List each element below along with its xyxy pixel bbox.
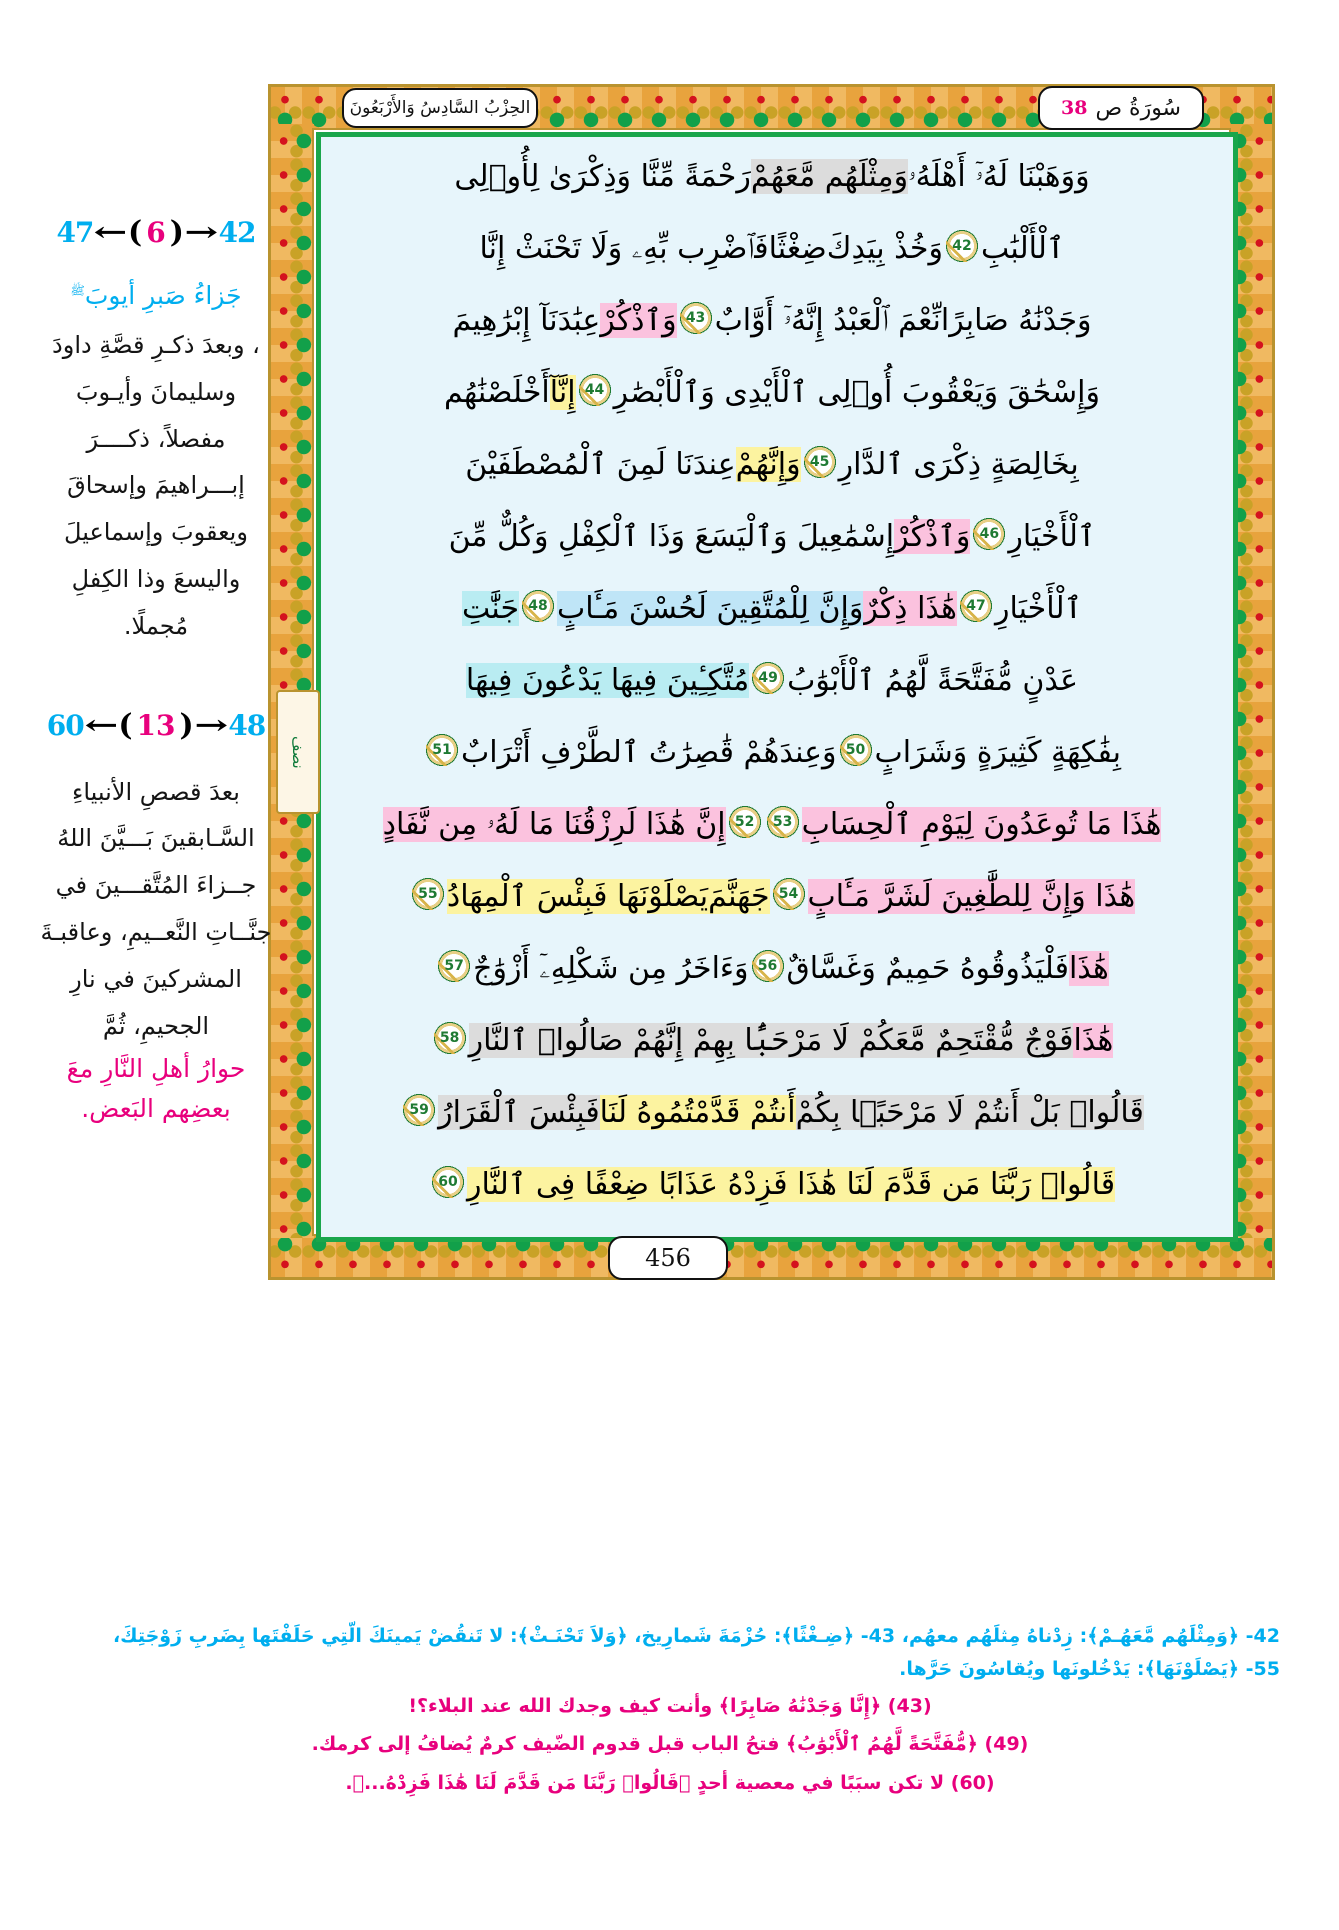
aya-number-marker[interactable]: 47 bbox=[960, 590, 992, 622]
aya-number-marker[interactable]: 54 bbox=[773, 878, 805, 910]
aya-number-marker[interactable]: 49 bbox=[752, 662, 784, 694]
sidebar-spacer bbox=[40, 650, 272, 708]
quran-line bbox=[322, 716, 1222, 788]
rub-marker bbox=[276, 690, 320, 814]
frame-rule-right bbox=[1272, 84, 1275, 1280]
aya-number-marker[interactable]: 51 bbox=[426, 734, 458, 766]
arrow-right-icon-1: → bbox=[184, 217, 219, 248]
sidebar-section-1 bbox=[40, 215, 272, 650]
quran-text-segment: وَإِسْحَٰقَ وَيَعْقُوبَ أُو۟لِى ٱلْأَيْدِى وَٱلْأَبْصَٰرِ bbox=[613, 374, 1100, 410]
quran-text-segment: وَوَهَبْنَا لَهُۥٓ أَهْلَهُۥ bbox=[908, 158, 1090, 194]
quran-text-segment: وَخُذْ بِيَدِكَ bbox=[826, 230, 943, 266]
quran-text-segment: إِنَّ هَٰذَا لَرِزْقُنَا مَا لَهُۥ مِن نَّفَادٍ bbox=[382, 806, 726, 842]
sidebar-body-1: ، وبعدَ ذكـرِ قصَّةِ داودَ وسليمانَ وأيـوبَ مفصلاً، ذكــــرَ إبـــراهيمَ وإسحاقَ ويعقوبَ وإسماعيلَ واليسعَ وذا الكِفلِ مُجملًا. bbox=[52, 331, 260, 640]
quran-text-segment: وَعِندَهُمْ قَٰصِرَٰتُ ٱلطَّرْفِ أَتْرَابٌ bbox=[460, 734, 837, 770]
aya-number-marker[interactable]: 56 bbox=[752, 950, 784, 982]
quran-line bbox=[322, 572, 1222, 644]
quran-line bbox=[322, 500, 1222, 572]
hizb-label: الحِزْبُ السَّادِسُ وَالأَرْبَعُونَ bbox=[349, 98, 531, 118]
quran-text-segment: ٱلْأَخْيَارِ bbox=[1008, 518, 1096, 554]
quran-text-segment: إِسْمَٰعِيلَ وَٱلْيَسَعَ وَذَا ٱلْكِفْلِ وَكُلٌّ مِّنَ bbox=[448, 518, 895, 554]
footnotes bbox=[60, 1620, 1280, 1803]
quran-text-segment: فَبِئْسَ ٱلْقَرَارُ bbox=[438, 1094, 600, 1130]
footnote-cyan-2: 55- ﴿يَصْلَوْنَهَا﴾: يَدْخُلونَها ويُقاسُونَ حَرَّها. bbox=[899, 1658, 1280, 1681]
rub-marker-label: نصف bbox=[289, 735, 307, 769]
quran-text-segment: وَءَاخَرُ مِن شَكْلِهِۦٓ أَزْوَٰجٌ bbox=[473, 950, 749, 986]
nav-paren-close-1: ) bbox=[169, 215, 184, 250]
quran-text-segment: فَلْيَذُوقُوهُ حَمِيمٌ وَغَسَّاقٌ bbox=[786, 950, 1069, 986]
aya-number-marker[interactable]: 48 bbox=[522, 590, 554, 622]
sidebar-heading-text-1: جَزاءُ صَبرِ أيوبَ bbox=[84, 281, 242, 310]
quran-text-segment: هَٰذَا وَإِنَّ لِلطَّٰغِينَ لَشَرَّ مَـَٔابٍ bbox=[807, 878, 1136, 914]
quran-text-segment: عَدْنٍ مُّفَتَّحَةً لَّهُمُ ٱلْأَبْوَٰبُ bbox=[787, 662, 1079, 698]
quran-line bbox=[322, 932, 1222, 1004]
quran-line bbox=[322, 1076, 1222, 1148]
quran-text-segment: وَإِنَّهُمْ bbox=[735, 446, 801, 482]
nav-paren-close-2: ) bbox=[179, 707, 194, 743]
aya-number-marker[interactable]: 55 bbox=[412, 878, 444, 910]
quran-text-segment: وَٱذْكُرْ bbox=[894, 518, 971, 554]
quran-line bbox=[322, 356, 1222, 428]
aya-number-marker[interactable]: 53 bbox=[767, 806, 799, 838]
quran-text-segment: فَوْجٌ مُّقْتَحِمٌ مَّعَكُمْ لَا مَرْحَبًۢا بِهِمْ إِنَّهُمْ صَالُوا۟ ٱلنَّارِ bbox=[468, 1022, 1074, 1058]
quran-text-segment: وَمِثْلَهُم مَّعَهُمْ bbox=[750, 158, 909, 194]
quran-text-segment: إِنَّآ bbox=[549, 374, 576, 410]
quran-lines-container bbox=[322, 140, 1222, 1226]
footnote-pink-1: (43) ﴿إِنَّا وَجَدْنَٰهُ صَابِرًا﴾ وأنت كيف وجدك الله عند البلاء؟! bbox=[408, 1694, 932, 1717]
quran-line bbox=[322, 1004, 1222, 1076]
nav-left-verse-1[interactable]: 47 bbox=[56, 216, 94, 249]
frame-rule-bottom bbox=[268, 1277, 1275, 1280]
quran-text-segment: ضِغْثًا bbox=[768, 230, 827, 266]
aya-number-marker[interactable]: 57 bbox=[438, 950, 470, 982]
nav-left-verse-2[interactable]: 60 bbox=[46, 708, 84, 742]
sidebar-body-2: بعدَ قصصِ الأنبياءِ السَّـابقينَ بَـــيَّنَ اللهُ جــزاءَ المُتَّقـــينَ في جنَّــاتِ النَّعــيمِ، وعاقبـةَ المشركينَ في نارِ الجحيمِ، ثُمَّ bbox=[40, 777, 272, 1040]
arrow-left-icon-2: ← bbox=[84, 709, 118, 741]
frame-inner-rule-left bbox=[312, 128, 314, 1236]
nav-right-verse-2[interactable]: 48 bbox=[228, 708, 266, 742]
quran-text-segment: يَصْلَوْنَهَا فَبِئْسَ ٱلْمِهَادُ bbox=[446, 878, 709, 914]
footnote-pink-2: (49) ﴿مُّفَتَّحَةً لَّهُمُ ٱلْأَبْوَٰبُ﴾ فتحُ الباب قبل قدوم الضّيف كرمٌ يُضافُ إلى كرمك. bbox=[311, 1733, 1029, 1756]
quran-text-segment: عِبَٰدَنَآ إِبْرَٰهِيمَ bbox=[452, 302, 601, 338]
quran-line bbox=[322, 1148, 1222, 1220]
quran-text-segment: هَٰذَا bbox=[1068, 950, 1109, 986]
honorific-icon-1: ﷺ bbox=[70, 283, 85, 298]
aya-number-marker[interactable]: 42 bbox=[946, 230, 978, 262]
quran-text-segment: جَهَنَّمَ bbox=[708, 878, 770, 914]
footnote-pink-3: (60) لا تكن سبَبًا في معصية أحدٍ ﴿قَالُوا۟ رَبَّنَا مَن قَدَّمَ لَنَا هَٰذَا فَزِدْهُ...﴾. bbox=[345, 1772, 995, 1795]
footnote-pink-group bbox=[60, 1687, 1280, 1804]
quran-text-segment: بِفَٰكِهَةٍ كَثِيرَةٍ وَشَرَابٍ bbox=[874, 734, 1122, 770]
aya-number-marker[interactable]: 46 bbox=[973, 518, 1005, 550]
quran-line bbox=[322, 140, 1222, 212]
quran-text-segment: جَنَّٰتِ bbox=[461, 590, 519, 626]
arrow-right-icon-2: → bbox=[194, 709, 228, 741]
arrow-left-icon-1: ← bbox=[93, 217, 128, 248]
nav-paren-open-2: ( bbox=[118, 707, 133, 743]
quran-text-segment: قَالُوا۟ بَلْ أَنتُمْ لَا مَرْحَبًۢا بِكُمْ bbox=[795, 1094, 1144, 1130]
quran-line bbox=[322, 284, 1222, 356]
surah-cartouche bbox=[1038, 86, 1204, 130]
surah-name: سُورَةُ ص bbox=[1095, 95, 1181, 121]
nav-count-2: 13 bbox=[136, 708, 176, 742]
aya-number-marker[interactable]: 58 bbox=[434, 1022, 466, 1054]
quran-text-segment: وَٱذْكُرْ bbox=[600, 302, 677, 338]
frame-left-band bbox=[268, 124, 314, 1238]
quran-text-segment: هَٰذَا ذِكْرٌ bbox=[863, 590, 957, 626]
sidebar-heading-2: حوارُ أهلِ النَّارِ معَ بعضِهم البَعض. bbox=[66, 1054, 246, 1124]
quran-text-segment: قَالُوا۟ رَبَّنَا مَن قَدَّمَ لَنَا هَٰذَا فَزِدْهُ عَذَابًا ضِعْفًا فِى ٱلنَّارِ bbox=[466, 1166, 1116, 1202]
footnote-cyan-1: 42- ﴿وَمِثْلَهُم مَّعَهُـمْ﴾: زِدْناهُ مِثلَهُم معهُم، 43- ﴿ضِـغْثًا﴾: حُزْمَةَ شَمارِيخ، ﴿وَلاَ تَحْنَـثْ﴾: لا تَنقُضْ يَمينَكَ الّتِي حَلَفْتَها بِضَربِ زَوْجَتِكَ، bbox=[112, 1625, 1280, 1647]
aya-number-marker[interactable]: 52 bbox=[729, 806, 761, 838]
quran-text-segment: مُتَّكِـِٔينَ فِيهَا يَدْعُونَ فِيهَا bbox=[465, 662, 750, 698]
verse-range-nav-1 bbox=[40, 215, 272, 250]
sidebar-section-2 bbox=[40, 708, 272, 1130]
aya-number-marker[interactable]: 44 bbox=[579, 374, 611, 406]
nav-count-1: 6 bbox=[146, 216, 166, 249]
quran-text-segment: هَٰذَا مَا تُوعَدُونَ لِيَوْمِ ٱلْحِسَابِ bbox=[801, 806, 1162, 842]
quran-text-segment: رَحْمَةً مِّنَّا وَذِكْرَىٰ لِأُو۟لِى bbox=[454, 158, 751, 194]
quran-text-segment: ٱلْأَخْيَارِ bbox=[994, 590, 1083, 626]
quran-line bbox=[322, 644, 1222, 716]
hizb-cartouche bbox=[342, 88, 538, 128]
quran-text-segment: نِّعْمَ ٱلْعَبْدُ إِنَّهُۥٓ أَوَّابٌ bbox=[714, 302, 941, 338]
sidebar-heading-1 bbox=[40, 276, 272, 316]
quran-line bbox=[322, 788, 1222, 860]
aya-number-marker[interactable]: 60 bbox=[432, 1166, 464, 1198]
page-number: 456 bbox=[645, 1244, 691, 1272]
quran-text-segment: أَخْلَصْنَٰهُم bbox=[444, 374, 550, 410]
quran-text-segment: وَإِنَّ لِلْمُتَّقِينَ لَحُسْنَ مَـَٔابٍ bbox=[557, 590, 864, 626]
aya-number-marker[interactable]: 45 bbox=[804, 446, 836, 478]
quran-text-segment: فَٱضْرِب بِّهِۦ وَلَا تَحْنَثْ إِنَّا bbox=[479, 230, 769, 266]
aya-number-marker[interactable]: 50 bbox=[840, 734, 872, 766]
quran-text-segment: أَنتُمْ قَدَّمْتُمُوهُ لَنَا bbox=[599, 1094, 796, 1130]
surah-number: 38 bbox=[1061, 97, 1088, 119]
page-number-badge bbox=[608, 1236, 728, 1280]
quran-text-segment: عِندَنَا لَمِنَ ٱلْمُصْطَفَيْنَ bbox=[465, 446, 736, 482]
quran-line bbox=[322, 860, 1222, 932]
quran-text-segment: ٱلْأَلْبَٰبِ bbox=[980, 230, 1065, 266]
nav-paren-open-1: ( bbox=[128, 215, 143, 250]
aya-number-marker[interactable]: 43 bbox=[680, 302, 712, 334]
commentary-sidebar bbox=[40, 215, 272, 1285]
quran-text-segment: بِخَالِصَةٍ ذِكْرَى ٱلدَّارِ bbox=[838, 446, 1079, 482]
verse-range-nav-2 bbox=[40, 708, 272, 743]
quran-line bbox=[322, 212, 1222, 284]
quran-line bbox=[322, 428, 1222, 500]
nav-right-verse-1[interactable]: 42 bbox=[218, 216, 256, 249]
quran-text-segment: وَجَدْنَٰهُ صَابِرًا bbox=[940, 302, 1092, 338]
aya-number-marker[interactable]: 59 bbox=[403, 1094, 435, 1126]
quran-text-segment: هَٰذَا bbox=[1073, 1022, 1114, 1058]
